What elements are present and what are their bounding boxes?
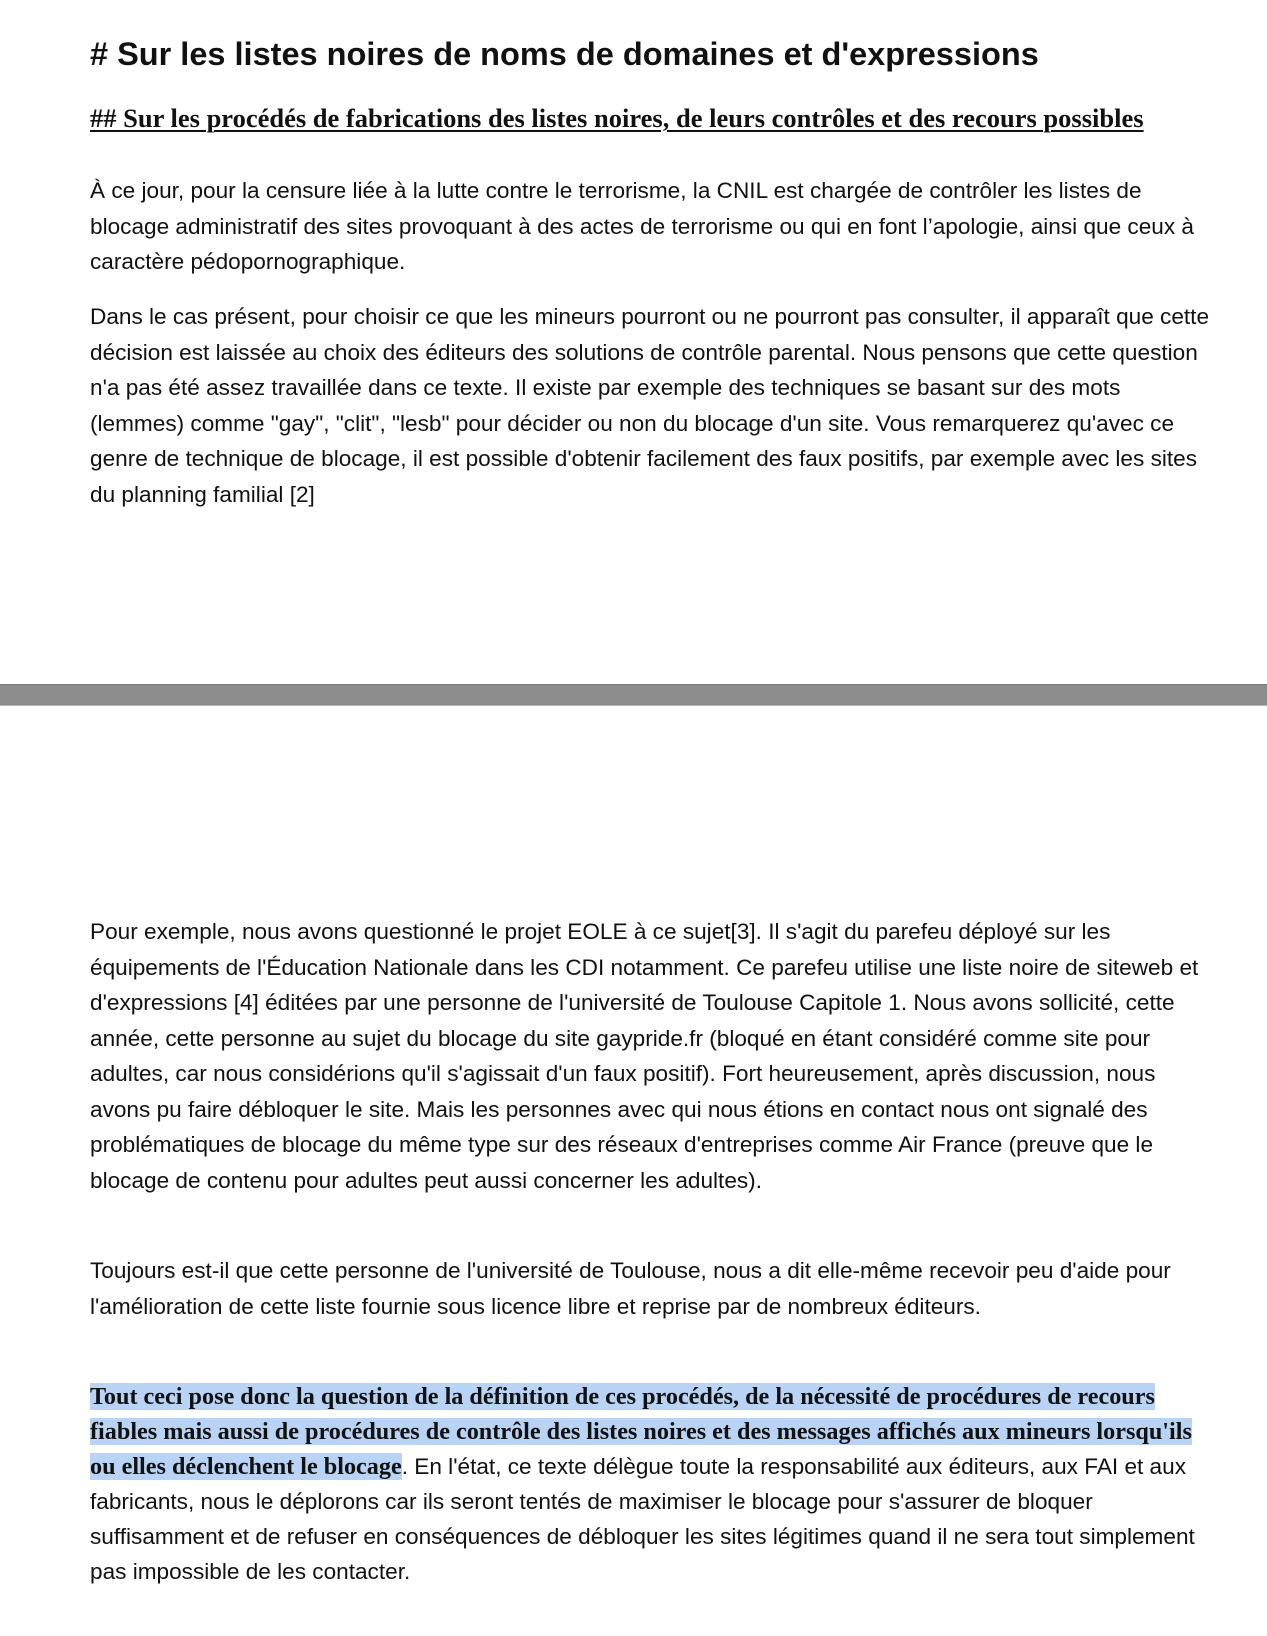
document-page-2: [0, 706, 1267, 1636]
conclusion-rest: . En l'état, ce texte délègue toute la responsabilité aux éditeurs, aux FAI et aux fabricants, nous le déplorons car ils seront tentés de maximiser le blocage pour s'assurer de bloquer suffisamment et de refuser en conséquences de débloquer les sites légitimes quand il ne sera tout simplement pas impossible de les contacter.: [90, 1454, 1195, 1584]
page-break-divider: [0, 684, 1267, 706]
heading-level-1: # Sur les listes noires de noms de domaines et d'expressions: [90, 36, 1039, 72]
paragraph-conclusion: [90, 1379, 1220, 1589]
paragraph-cnil: À ce jour, pour la censure liée à la lutte contre le terrorisme, la CNIL est chargée de contrôler les listes de blocage administratif des sites provoquant à des actes de terrorisme ou qui en font l’apologie, ainsi que ceux à caractère pédopornographique.: [90, 178, 1194, 274]
paragraph-parental-control: Dans le cas présent, pour choisir ce que les mineurs pourront ou ne pourront pas consulter, il apparaît que cette décision est laissée au choix des éditeurs des solutions de contrôle parental. Nous pensons que cette question n'a pas été assez travaillée dans ce texte. Il existe par exemple des techniques se basant sur des mots (lemmes) comme "gay", "clit", "lesb" pour décider ou non du blocage d'un site. Vous remarquerez qu'avec ce genre de technique de blocage, il est possible d'obtenir facilement des faux positifs, par exemple avec les sites du planning familial [2]: [90, 304, 1210, 507]
paragraph-eole-project: Pour exemple, nous avons questionné le projet EOLE à ce sujet[3]. Il s'agit du parefeu déployé sur les équipements de l'Éducation Nationale dans les CDI notamment. Ce parefeu utilise une liste noire de siteweb et d'expressions [4] éditées par une personne de l'université de Toulouse Capitole 1. Nous avons sollicité, cette année, cette personne au sujet du blocage du site gaypride.fr (bloqué en étant considéré comme site pour adultes, car nous considérions qu'il s'agissait d'un faux positif). Fort heureusement, après discussion, nous avons pu faire débloquer le site. Mais les personnes avec qui nous étions en contact nous ont signalé des problématiques de blocage du même type sur des réseaux d'entreprises comme Air France (preuve que le blocage de contenu pour adultes peut aussi concerner les adultes).: [90, 919, 1199, 1193]
document-page-1: [0, 0, 1267, 684]
heading-level-2: ## Sur les procédés de fabrications des listes noires, de leurs contrôles et des recours possibles: [90, 103, 1144, 133]
paragraph-toulouse-list: Toujours est-il que cette personne de l'université de Toulouse, nous a dit elle-même recevoir peu d'aide pour l'amélioration de cette liste fournie sous licence libre et reprise par de nombreux éditeurs.: [90, 1258, 1171, 1319]
highlighted-selection[interactable]: Tout ceci pose donc la question de la définition de ces procédés, de la nécessité de procédures de recours fiables mais aussi de procédures de contrôle des listes noires et des messages affichés aux mineurs lorsqu'ils ou elles déclenchent le blocage: [90, 1383, 1192, 1480]
